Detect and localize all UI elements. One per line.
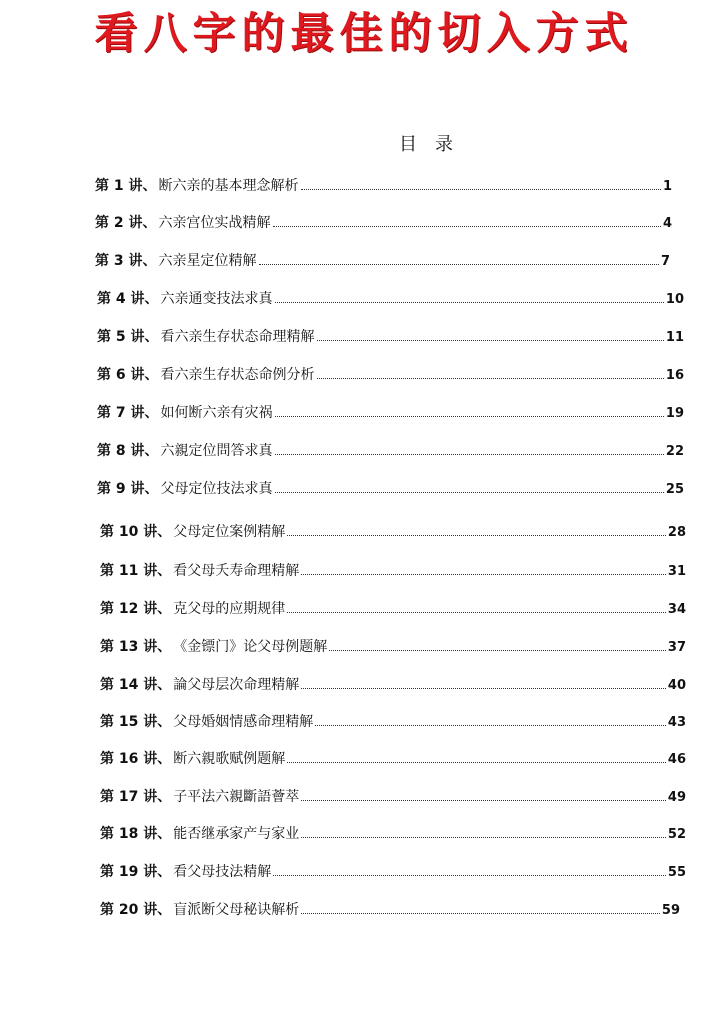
toc-dot-leader — [315, 725, 666, 726]
toc-entry[interactable] — [97, 327, 684, 347]
toc-entry-title: 看父母夭寿命理精解 — [173, 563, 300, 579]
toc-entry-page-number: 55 — [667, 865, 686, 880]
toc-dot-leader — [273, 875, 666, 876]
toc-dot-leader — [301, 189, 661, 190]
toc-dot-leader — [301, 574, 666, 575]
toc-entry-page-number: 59 — [661, 903, 680, 918]
toc-dot-leader — [301, 913, 660, 914]
toc-dot-leader — [273, 226, 661, 227]
page-banner-title: 看八字的最佳的切入方式 — [94, 9, 634, 59]
toc-dot-leader — [275, 416, 664, 417]
toc-entry-number: 第 13 讲、 — [100, 639, 172, 655]
toc-entry[interactable] — [100, 599, 686, 619]
toc-entry-page-number: 49 — [667, 790, 686, 805]
toc-entry[interactable] — [100, 522, 686, 542]
toc-entry-number: 第 18 讲、 — [100, 826, 172, 842]
toc-entry-page-number: 22 — [665, 444, 684, 459]
toc-entry-title: 六亲星定位精解 — [158, 253, 257, 269]
toc-entry-page-number: 4 — [662, 216, 672, 231]
toc-entry-number: 第 20 讲、 — [100, 902, 172, 918]
toc-entry-title: 六亲宫位实战精解 — [158, 215, 271, 231]
toc-entry-page-number: 31 — [667, 564, 686, 579]
toc-entry-page-number: 34 — [667, 602, 686, 617]
toc-entry-title: 看六亲生存状态命理精解 — [160, 329, 315, 345]
toc-entry-title: 論父母层次命理精解 — [173, 677, 300, 693]
toc-entry-number: 第 11 讲、 — [100, 563, 172, 579]
toc-entry[interactable] — [100, 749, 686, 769]
toc-entry[interactable] — [97, 479, 684, 499]
toc-entry-title: 《金镖门》论父母例题解 — [173, 639, 328, 655]
toc-dot-leader — [317, 340, 664, 341]
toc-entry-number: 第 8 讲、 — [97, 443, 159, 459]
toc-dot-leader — [275, 492, 664, 493]
toc-entry-title: 父母定位案例精解 — [173, 524, 286, 540]
toc-dot-leader — [301, 837, 666, 838]
toc-entry[interactable] — [100, 712, 686, 732]
toc-heading: 目录 — [399, 134, 471, 155]
toc-entry[interactable] — [100, 561, 686, 581]
toc-dot-leader — [329, 650, 666, 651]
toc-dot-leader — [275, 302, 664, 303]
toc-dot-leader — [301, 688, 666, 689]
toc-entry-title: 断六親歌赋例题解 — [173, 751, 286, 767]
toc-entry-title: 能否继承家产与家业 — [173, 826, 300, 842]
toc-entry[interactable] — [95, 251, 670, 271]
toc-entry-number: 第 7 讲、 — [97, 405, 159, 421]
toc-entry-page-number: 37 — [667, 640, 686, 655]
toc-dot-leader — [301, 800, 666, 801]
toc-entry-title: 子平法六親斷語薈萃 — [173, 789, 300, 805]
toc-entry[interactable] — [97, 365, 684, 385]
toc-entry-page-number: 7 — [660, 254, 670, 269]
toc-entry-number: 第 16 讲、 — [100, 751, 172, 767]
toc-entry-number: 第 10 讲、 — [100, 524, 172, 540]
toc-entry-page-number: 40 — [667, 678, 686, 693]
toc-entry-page-number: 19 — [665, 406, 684, 421]
toc-entry-number: 第 5 讲、 — [97, 329, 159, 345]
toc-entry-page-number: 43 — [667, 715, 686, 730]
toc-entry-title: 如何断六亲有灾祸 — [160, 405, 273, 421]
toc-entry-number: 第 12 讲、 — [100, 601, 172, 617]
toc-entry-page-number: 16 — [665, 368, 684, 383]
toc-entry[interactable] — [100, 637, 686, 657]
toc-entry[interactable] — [95, 176, 672, 196]
toc-entry-number: 第 19 讲、 — [100, 864, 172, 880]
toc-entry[interactable] — [100, 862, 686, 882]
toc-entry-page-number: 25 — [665, 482, 684, 497]
toc-entry[interactable] — [97, 403, 684, 423]
toc-entry-title: 盲派断父母秘诀解析 — [173, 902, 300, 918]
toc-entry-number: 第 9 讲、 — [97, 481, 159, 497]
toc-entry[interactable] — [100, 675, 686, 695]
toc-entry[interactable] — [97, 289, 684, 309]
toc-entry-page-number: 11 — [665, 330, 684, 345]
toc-entry-title: 六親定位問答求真 — [160, 443, 273, 459]
toc-entry[interactable] — [100, 787, 686, 807]
toc-dot-leader — [275, 454, 664, 455]
toc-dot-leader — [287, 612, 666, 613]
toc-entry-title: 六亲通变技法求真 — [160, 291, 273, 307]
toc-entry-page-number: 1 — [662, 179, 672, 194]
toc-entry-title: 看父母技法精解 — [173, 864, 272, 880]
toc-entry[interactable] — [100, 824, 686, 844]
toc-dot-leader — [259, 264, 659, 265]
toc-entry[interactable] — [100, 900, 680, 920]
toc-entry-page-number: 28 — [667, 525, 686, 540]
toc-entry-number: 第 14 讲、 — [100, 677, 172, 693]
toc-entry[interactable] — [97, 441, 684, 461]
toc-entry-number: 第 3 讲、 — [95, 253, 157, 269]
toc-entry-title: 克父母的应期规律 — [173, 601, 286, 617]
toc-entry-number: 第 4 讲、 — [97, 291, 159, 307]
toc-entry-number: 第 1 讲、 — [95, 178, 157, 194]
toc-entry-number: 第 17 讲、 — [100, 789, 172, 805]
toc-dot-leader — [317, 378, 664, 379]
toc-entry-page-number: 52 — [667, 827, 686, 842]
toc-entry-number: 第 2 讲、 — [95, 215, 157, 231]
toc-dot-leader — [287, 535, 666, 536]
toc-entry-number: 第 15 讲、 — [100, 714, 172, 730]
toc-entry-title: 断六亲的基本理念解析 — [158, 178, 299, 194]
toc-dot-leader — [287, 762, 666, 763]
toc-entry-title: 父母婚姻情感命理精解 — [173, 714, 314, 730]
toc-entry-page-number: 10 — [665, 292, 684, 307]
toc-entry-number: 第 6 讲、 — [97, 367, 159, 383]
toc-entry-page-number: 46 — [667, 752, 686, 767]
toc-entry-title: 看六亲生存状态命例分析 — [160, 367, 315, 383]
toc-entry[interactable] — [95, 213, 672, 233]
toc-entry-title: 父母定位技法求真 — [160, 481, 273, 497]
